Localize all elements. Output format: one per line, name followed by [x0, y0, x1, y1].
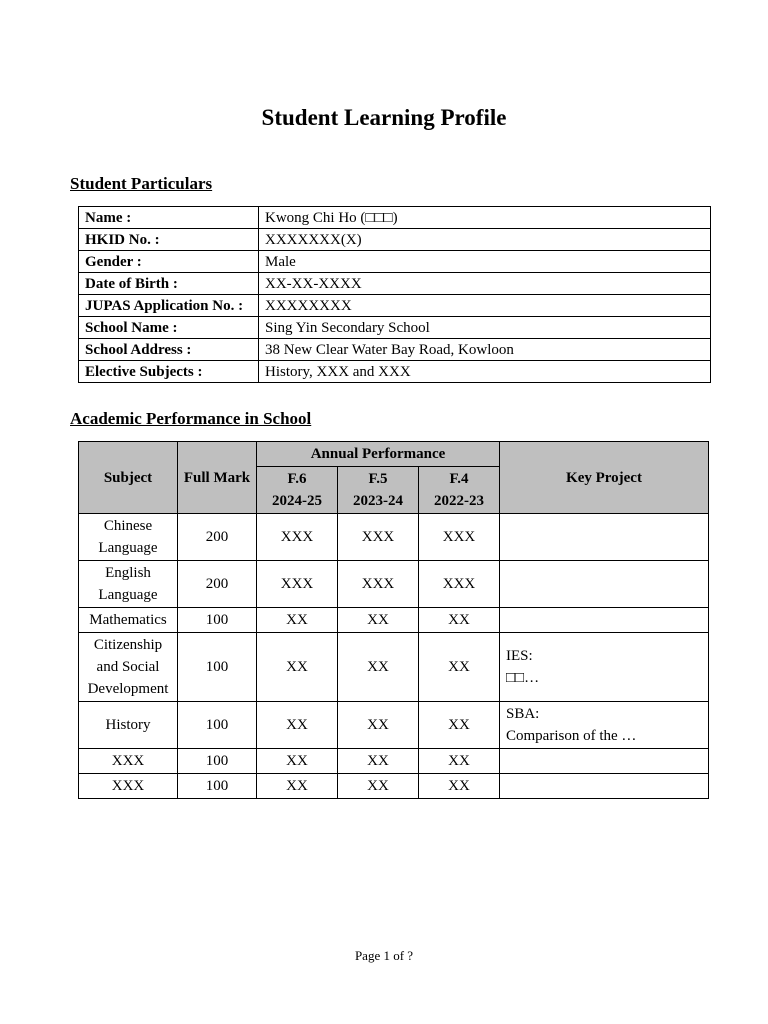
particulars-row-dob	[79, 273, 711, 295]
key-project-cell	[500, 774, 709, 799]
annual-performance-header: Annual Performance	[257, 442, 500, 467]
particulars-row-hkid	[79, 229, 711, 251]
particulars-row-gender	[79, 251, 711, 273]
key-project-cell	[500, 561, 709, 608]
key-project-cell	[500, 702, 709, 749]
key-project-cell	[500, 749, 709, 774]
f5-score-cell: XX	[338, 633, 419, 702]
key-project-cell	[500, 633, 709, 702]
f4-score-cell: XX	[419, 608, 500, 633]
subject-cell: History	[79, 702, 178, 749]
subject-cell: English Language	[79, 561, 178, 608]
elective-subjects-label: Elective Subjects :	[79, 361, 259, 383]
year-header-f6	[257, 467, 338, 514]
year-header-f4	[419, 467, 500, 514]
form-label: F.4	[449, 471, 469, 487]
school-address-label: School Address :	[79, 339, 259, 361]
f4-score-cell: XX	[419, 774, 500, 799]
f4-score-cell: XX	[419, 633, 500, 702]
full-mark-cell: 200	[178, 561, 257, 608]
f5-score-cell: XX	[338, 774, 419, 799]
subject-header: Subject	[79, 442, 178, 514]
f6-score-cell: XXX	[257, 561, 338, 608]
subject-cell: Chinese Language	[79, 514, 178, 561]
school-name-value: Sing Yin Secondary School	[259, 317, 711, 339]
table-row	[79, 608, 709, 633]
hkid-value: XXXXXXX(X)	[259, 229, 711, 251]
subject-cell: Citizenship and Social Development	[79, 633, 178, 702]
f6-score-cell: XX	[257, 633, 338, 702]
form-label: F.6	[287, 471, 307, 487]
f4-score-cell: XX	[419, 749, 500, 774]
key-project-title: SBA:	[506, 706, 540, 722]
key-project-detail: Comparison of the …	[506, 728, 637, 744]
key-project-title: IES:	[506, 648, 533, 664]
table-row	[79, 774, 709, 799]
school-address-value: 38 New Clear Water Bay Road, Kowloon	[259, 339, 711, 361]
key-project-header: Key Project	[500, 442, 709, 514]
f5-score-cell: XXX	[338, 561, 419, 608]
f4-score-cell: XXX	[419, 561, 500, 608]
particulars-row-name	[79, 207, 711, 229]
academic-performance-table	[78, 441, 709, 799]
subject-cell: XXX	[79, 749, 178, 774]
gender-value: Male	[259, 251, 711, 273]
hkid-label: HKID No. :	[79, 229, 259, 251]
date-of-birth-value: XX-XX-XXXX	[259, 273, 711, 295]
subject-cell: XXX	[79, 774, 178, 799]
document-title: Student Learning Profile	[261, 105, 507, 130]
year-label: 2022-23	[434, 493, 484, 509]
header-row	[79, 442, 709, 467]
academic-performance-heading: Academic Performance in School	[70, 409, 312, 428]
year-header-f5	[338, 467, 419, 514]
student-particulars-table	[78, 206, 711, 383]
name-value: Kwong Chi Ho (□□□)	[259, 207, 711, 229]
subject-cell: Mathematics	[79, 608, 178, 633]
full-mark-cell: 100	[178, 702, 257, 749]
f6-score-cell: XX	[257, 608, 338, 633]
f5-score-cell: XX	[338, 702, 419, 749]
particulars-row-school-address	[79, 339, 711, 361]
school-name-label: School Name :	[79, 317, 259, 339]
table-row	[79, 749, 709, 774]
f5-score-cell: XX	[338, 608, 419, 633]
particulars-row-jupas	[79, 295, 711, 317]
jupas-label: JUPAS Application No. :	[79, 295, 259, 317]
particulars-row-school-name	[79, 317, 711, 339]
jupas-value: XXXXXXXX	[259, 295, 711, 317]
full-mark-cell: 200	[178, 514, 257, 561]
f6-score-cell: XXX	[257, 514, 338, 561]
name-label: Name :	[79, 207, 259, 229]
table-row	[79, 633, 709, 702]
full-mark-header: Full Mark	[178, 442, 257, 514]
f5-score-cell: XX	[338, 749, 419, 774]
f6-score-cell: XX	[257, 749, 338, 774]
full-mark-cell: 100	[178, 608, 257, 633]
elective-subjects-value: History, XXX and XXX	[259, 361, 711, 383]
gender-label: Gender :	[79, 251, 259, 273]
particulars-row-electives	[79, 361, 711, 383]
key-project-cell	[500, 514, 709, 561]
f4-score-cell: XX	[419, 702, 500, 749]
year-label: 2023-24	[353, 493, 403, 509]
page-number: Page 1 of ?	[354, 948, 414, 963]
key-project-detail: □□…	[506, 670, 540, 686]
date-of-birth-label: Date of Birth :	[79, 273, 259, 295]
f6-score-cell: XX	[257, 702, 338, 749]
form-label: F.5	[368, 471, 388, 487]
full-mark-cell: 100	[178, 774, 257, 799]
f6-score-cell: XX	[257, 774, 338, 799]
student-particulars-heading: Student Particulars	[70, 174, 213, 193]
table-row	[79, 514, 709, 561]
f4-score-cell: XXX	[419, 514, 500, 561]
table-row	[79, 702, 709, 749]
f5-score-cell: XXX	[338, 514, 419, 561]
table-row	[79, 561, 709, 608]
full-mark-cell: 100	[178, 749, 257, 774]
key-project-cell	[500, 608, 709, 633]
year-label: 2024-25	[272, 493, 322, 509]
full-mark-cell: 100	[178, 633, 257, 702]
